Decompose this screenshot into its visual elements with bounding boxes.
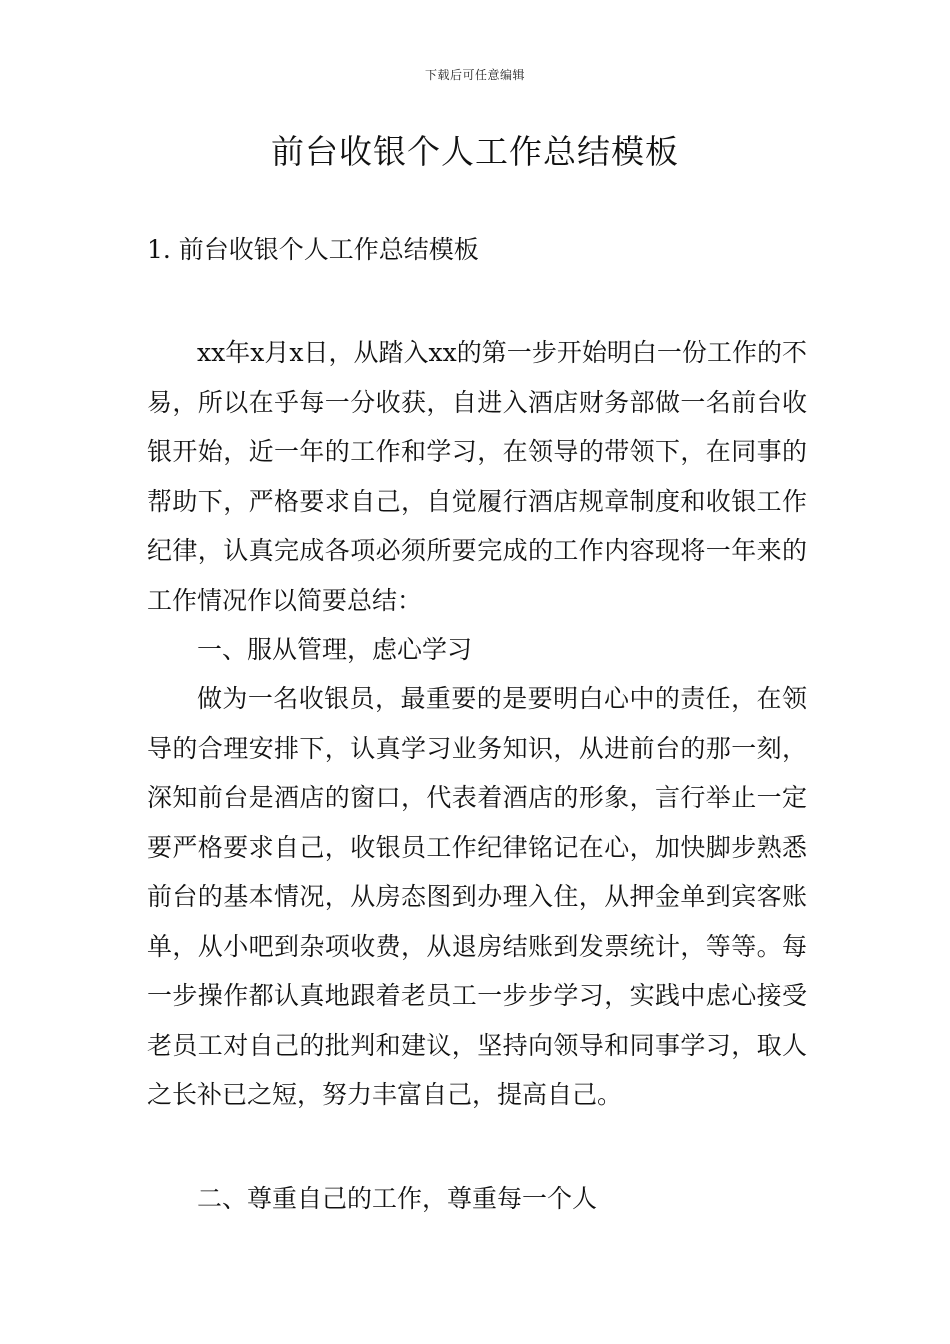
- paragraph-section-one: [147, 674, 807, 1120]
- subheading-two: [147, 1174, 807, 1224]
- paragraph-intro: [147, 328, 807, 625]
- paragraph-text: 做为一名收银员，最重要的是要明白心中的责任，在领导的合理安排下，认真学习业务知识，从进前台的那一刻，深知前台是酒店的窗口，代表着酒店的形象，言行举止一定要严格要求自己，收银员工作纪律铭记在心，加快脚步熟悉前台的基本情况，从房态图到办理入住，从押金单到宾客账单，从小吧到杂项收费，从退房结账到发票统计，等等。每一步操作都认真地跟着老员工一步步学习，实践中虑心接受老员工对自己的批判和建议，坚持向领导和同事学习，取人之长补已之短，努力丰富自己，提高自己。: [147, 684, 807, 1109]
- subheading-one: [147, 625, 807, 675]
- section-heading: 1. 前台收银个人工作总结模板: [147, 235, 479, 264]
- document-title: 前台收银个人工作总结模板: [271, 132, 679, 171]
- paragraph-text: xx年x月x日，从踏入xx的第一步开始明白一份工作的不易，所以在乎每一分收获，自进入酒店财务部做一名前台收银开始，近一年的工作和学习，在领导的带领下，在同事的帮助下，严格要求自己，自觉履行酒店规章制度和收银工作纪律，认真完成各项必须所要完成的工作内容现将一年来的工作情况作以简要总结：: [147, 338, 807, 615]
- subheading-text: 二、尊重自己的工作，尊重每一个人: [197, 1184, 598, 1213]
- subheading-text: 一、服从管理，虑心学习: [197, 635, 473, 664]
- header-note: 下载后可任意编辑: [424, 68, 525, 82]
